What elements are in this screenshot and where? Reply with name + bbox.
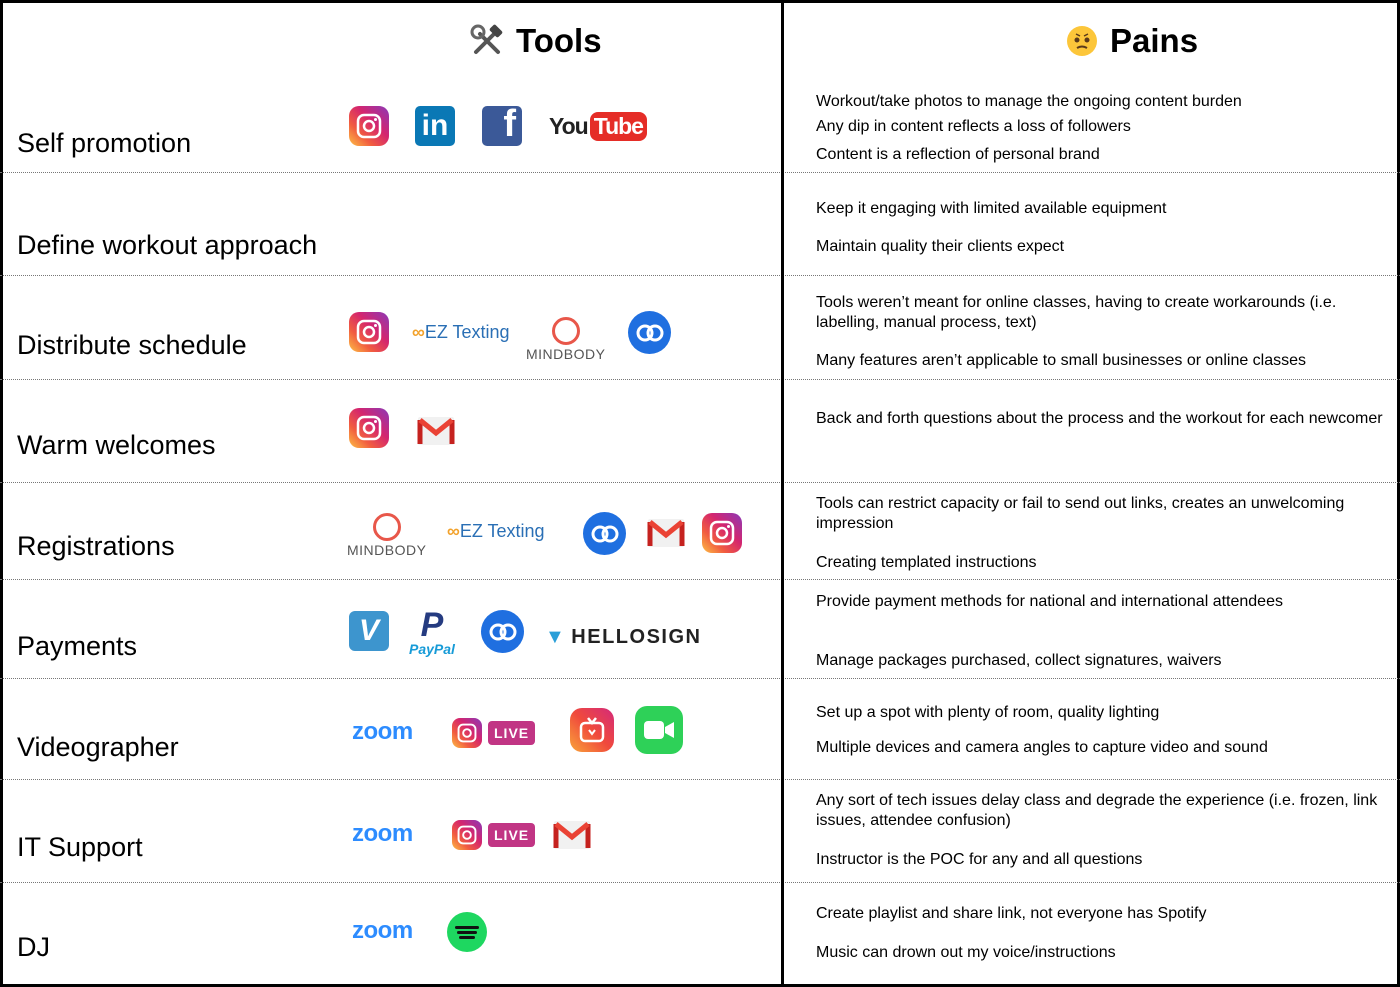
pain-text: Maintain quality their clients expect: [816, 238, 1065, 255]
row-separator: [0, 678, 1400, 679]
instagram-live-icon: LIVE: [452, 718, 535, 748]
hellosign-logo: ▼ HELLOSIGN: [545, 626, 702, 648]
link-icon: [481, 610, 524, 653]
pain-text: Tools can restrict capacity or fail to send out links, creates an unwelcoming impression: [816, 495, 1345, 532]
tools-header: [470, 22, 602, 60]
pain-text: Workout/take photos to manage the ongoing content burden: [816, 93, 1242, 110]
row-separator: [0, 482, 1400, 483]
row-label-define-workout-approach: Define workout approach: [17, 230, 318, 260]
link-icon: [628, 311, 671, 354]
ez-texting-logo: ∞ EZ Texting: [412, 322, 510, 342]
linkedin-icon: in: [415, 106, 455, 146]
gmail-icon: [553, 820, 591, 850]
pain-text: Set up a spot with plenty of room, quality lighting: [816, 704, 1160, 721]
row-label-registrations: Registrations: [17, 531, 175, 561]
gmail-icon: [647, 518, 685, 548]
row-label-dj: DJ: [17, 932, 50, 962]
pain-text: Multiple devices and camera angles to capture video and sound: [816, 739, 1268, 756]
ez-texting-logo: ∞ EZ Texting: [447, 521, 545, 541]
row-label-warm-welcomes: Warm welcomes: [17, 430, 216, 460]
pain-text: Create playlist and share link, not everyone has Spotify: [816, 905, 1207, 922]
youtube-icon: You Tube: [549, 112, 647, 141]
spotify-icon: [447, 912, 487, 952]
pain-text: Any sort of tech issues delay class and degrade the experience (i.e. frozen, link issues, attendee confusion): [816, 792, 1378, 829]
link-icon: [583, 512, 626, 555]
venmo-icon: V: [349, 611, 389, 651]
row-label-payments: Payments: [17, 631, 138, 661]
pain-text: Back and forth questions about the process and the workout for each newcomer: [816, 410, 1383, 427]
instagram-live-icon: LIVE: [452, 820, 535, 850]
row-separator: [0, 882, 1400, 883]
row-separator: [0, 579, 1400, 580]
pain-text: Many features aren’t applicable to small businesses or online classes: [816, 352, 1307, 369]
pain-text: Provide payment methods for national and international attendees: [816, 593, 1283, 610]
instagram-icon: [349, 312, 389, 352]
instagram-icon: [702, 513, 742, 553]
facebook-icon: f: [482, 106, 522, 146]
pain-text: Content is a reflection of personal brand: [816, 146, 1100, 163]
mindbody-logo: MINDBODY: [347, 513, 426, 558]
row-separator: [0, 275, 1400, 276]
mindbody-logo: MINDBODY: [526, 317, 605, 362]
worried-face-icon: [1066, 25, 1098, 57]
pain-text: Music can drown out my voice/instructions: [816, 944, 1116, 961]
hammer-wrench-icon: [470, 24, 504, 58]
instagram-icon: [349, 408, 389, 448]
row-separator: [0, 779, 1400, 780]
pain-text: Instructor is the POC for any and all questions: [816, 851, 1143, 868]
row-label-videographer: Videographer: [17, 732, 179, 762]
zoom-logo: zoom: [352, 917, 413, 944]
pain-text: Any dip in content reflects a loss of followers: [816, 118, 1131, 135]
paypal-logo: P PayPal: [409, 606, 455, 657]
zoom-logo: zoom: [352, 820, 413, 847]
instagram-icon: [349, 106, 389, 146]
pains-title: Pains: [1110, 22, 1199, 59]
pain-text: Manage packages purchased, collect signatures, waivers: [816, 652, 1222, 669]
pain-text: Creating templated instructions: [816, 554, 1037, 571]
pains-header: [1066, 22, 1198, 60]
row-separator: [0, 379, 1400, 380]
zoom-logo: zoom: [352, 718, 413, 745]
row-separator: [0, 172, 1400, 173]
row-label-it-support: IT Support: [17, 832, 143, 862]
row-label-self-promotion: Self promotion: [17, 128, 192, 158]
facetime-icon: [635, 706, 683, 754]
igtv-icon: [570, 708, 614, 752]
pain-text: Keep it engaging with limited available equipment: [816, 200, 1167, 217]
tools-title: Tools: [516, 22, 602, 59]
row-label-distribute-schedule: Distribute schedule: [17, 330, 247, 360]
gmail-icon: [417, 416, 455, 446]
column-divider: [781, 0, 784, 987]
pain-text: Tools weren’t meant for online classes, having to create workarounds (i.e. labelling, manual process, text): [816, 294, 1337, 331]
